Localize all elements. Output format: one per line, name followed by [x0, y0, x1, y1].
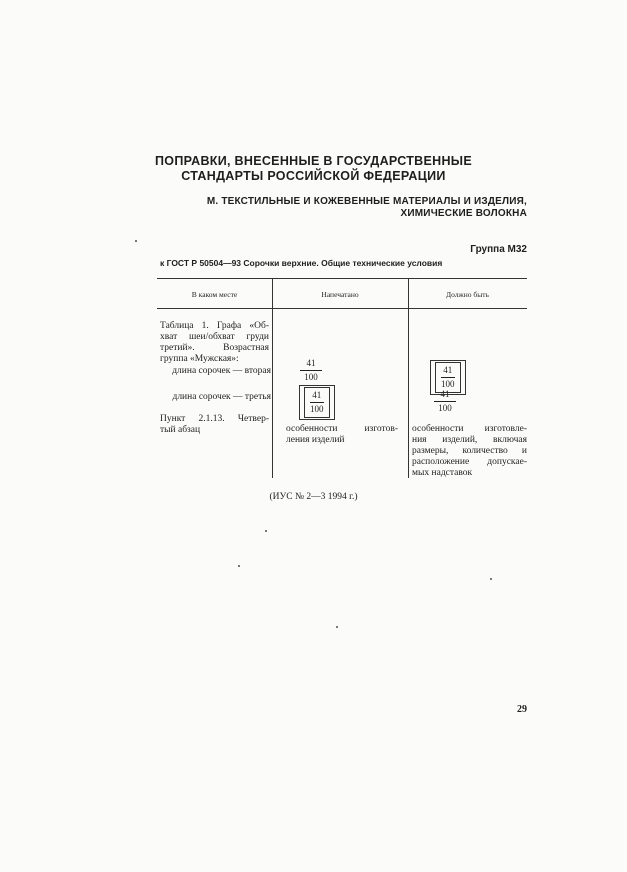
where-row-third-length: длина сорочек — третья: [172, 392, 271, 402]
where-line: хват шеи/обхват груди: [160, 332, 269, 342]
column-header-correct: Должно быть: [446, 290, 489, 299]
standard-reference: к ГОСТ Р 50504—93 Сорочки верхние. Общие технические условия: [160, 258, 443, 268]
section-title-line-1: М. ТЕКСТИЛЬНЫЕ И КОЖЕВЕННЫЕ МАТЕРИАЛЫ И ИЗДЕЛИЯ,: [206, 196, 527, 207]
scan-speck: [238, 565, 240, 567]
column-header-printed: Напечатано: [321, 290, 359, 299]
group-label: Группа М32: [470, 244, 527, 255]
correct-line: размеры, количество и: [412, 446, 527, 456]
fraction-denominator: 100: [441, 379, 455, 389]
fraction-denominator: 100: [438, 403, 452, 413]
where-table1-paragraph: [160, 321, 269, 365]
scan-speck: [490, 578, 492, 580]
where-clause-paragraph: [160, 414, 269, 436]
printed-line: особенности изготов-: [286, 424, 398, 434]
printed-fraction-second: [300, 358, 322, 383]
fraction-denominator: 100: [304, 372, 318, 382]
where-line: тый абзац: [160, 425, 201, 435]
column-header-where: В каком месте: [191, 290, 238, 299]
where-line: группа «Мужская»:: [160, 354, 239, 364]
correct-line: особенности изготовле-: [412, 424, 527, 434]
scan-speck: [336, 626, 338, 628]
section-title-line-2: ХИМИЧЕСКИЕ ВОЛОКНА: [400, 208, 527, 219]
document-title-line-1: ПОПРАВКИ, ВНЕСЕННЫЕ В ГОСУДАРСТВЕННЫЕ: [155, 154, 472, 168]
table-top-rule: [157, 278, 527, 279]
printed-clause-text: [286, 424, 398, 446]
correct-line: расположение допускае-: [412, 457, 527, 467]
scan-speck: [265, 530, 267, 532]
document-title-line-2: СТАНДАРТЫ РОССИЙСКОЙ ФЕДЕРАЦИИ: [181, 169, 446, 183]
correct-line: мых надставок: [412, 468, 473, 478]
fraction-numerator: 41: [306, 358, 316, 368]
correct-fraction-third: [434, 389, 456, 414]
where-line: третий». Возрастная: [160, 343, 269, 353]
fraction-bar: [300, 370, 322, 371]
table-header-rule: [157, 308, 527, 309]
fraction-bar: [434, 401, 456, 402]
fraction-numerator: 41: [312, 390, 322, 400]
printed-line: ления изделий: [286, 435, 345, 445]
source-note: (ИУС № 2—3 1994 г.): [269, 492, 358, 502]
fraction-numerator: 41: [440, 389, 450, 399]
correct-clause-text: [412, 424, 527, 479]
table-column-divider-1: [272, 278, 273, 478]
fraction-bar: [310, 402, 324, 403]
fraction-denominator: 100: [310, 404, 324, 414]
where-line: Пункт 2.1.13. Четвер-: [160, 414, 269, 424]
correct-line: ния изделий, включая: [412, 435, 527, 445]
where-row-second-length: длина сорочек — вторая: [172, 366, 271, 376]
scan-speck: [135, 240, 137, 242]
printed-fraction-third-box: [299, 385, 335, 420]
fraction-numerator: 41: [443, 365, 453, 375]
printed-fraction-third: [304, 387, 330, 418]
page-number: 29: [517, 704, 527, 715]
fraction-bar: [441, 377, 455, 378]
table-column-divider-2: [408, 278, 409, 478]
where-line: Таблица 1. Графа «Об-: [160, 321, 269, 331]
